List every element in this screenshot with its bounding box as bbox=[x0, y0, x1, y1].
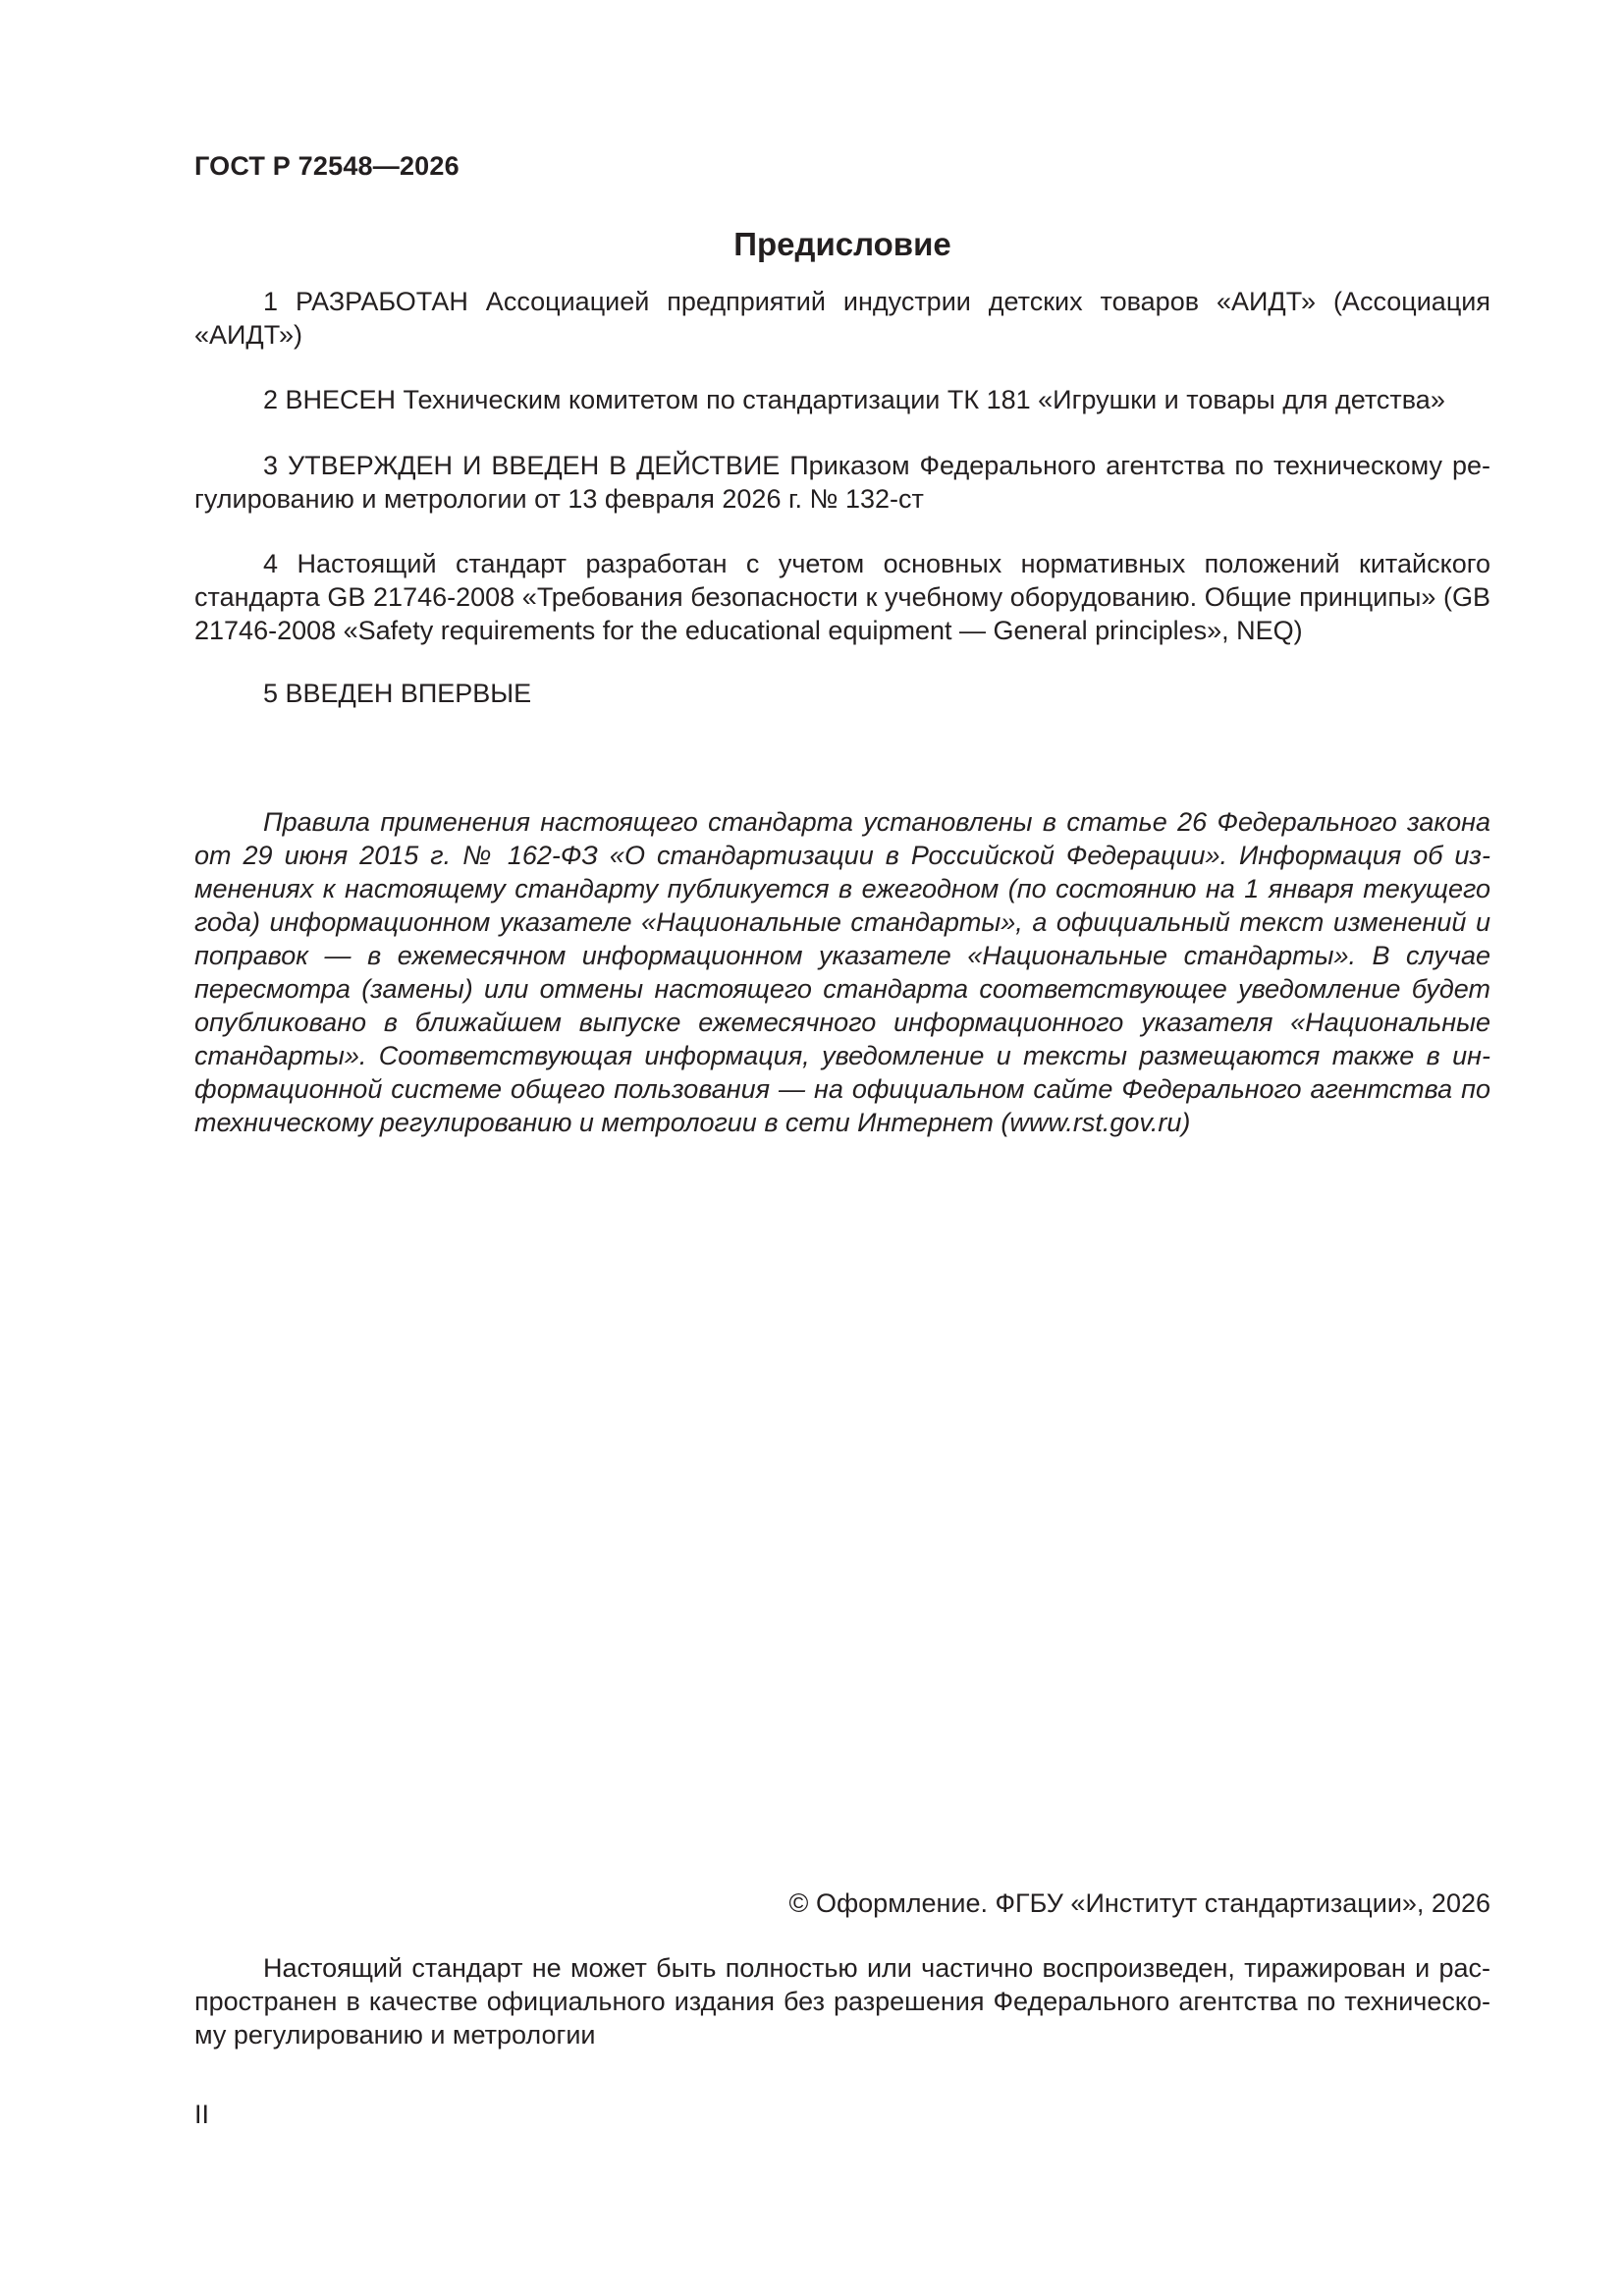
preface-item-5: 5 ВВЕДЕН ВПЕРВЫЕ bbox=[263, 679, 532, 708]
reproduction-notice: Настоящий стандарт не может быть полностью или частично воспроизведен, тиражирован и распространен в качестве официального издания без разрешения Федерального агентства по техническому регулированию и метрологии bbox=[194, 1953, 1490, 2050]
page-title: Предисловие bbox=[733, 226, 951, 262]
page-number: II bbox=[194, 2100, 210, 2129]
preface-item-2: 2 ВНЕСЕН Техническим комитетом по стандартизации ТК 181 «Игрушки и товары для детства» bbox=[263, 385, 1445, 414]
preface-item-4: 4 Настоящий стандарт разработан с учетом основных нормативных положений китайского стандарта GB 21746-2008 «Требования безопасности к учебному оборудованию. Общие принципы» (GB 21746-2008 «Safety requirements for the educational equipment — General principles», NEQ) bbox=[194, 549, 1490, 645]
rules-note: Правила применения настоящего стандарта установлены в статье 26 Федерального закона от 29 июня 2015 г. № 162-ФЗ «О стандартизации в Российской Федерации». Информация об изменениях к настоящему стандарту публикуется в ежегодном (по состоянию на 1 января текущего года) информационном указателе «Национальные стандарты», а официальный текст изменений и поправок — в ежемесячном информационном указателе «Национальные стандарты». В случае пересмотра (замены) или отмены настоящего стандарта соответствующее уведомление будет опубликовано в ближайшем выпуске ежемесячного информационного указателя «Национальные стандарты». Соответствующая информация, уведомление и тексты размещаются также в информационной системе общего пользования — на официальном сайте Федерального агентства по техническому регулированию и метрологии в сети Интернет (www.rst.gov.ru) bbox=[194, 807, 1490, 1137]
preface-item-3: 3 УТВЕРЖДЕН И ВВЕДЕН В ДЕЙСТВИЕ Приказом Федерального агентства по техническому регулированию и метрологии от 13 февраля 2026 г. № 132-ст bbox=[194, 451, 1490, 514]
copyright-notice: © Оформление. ФГБУ «Институт стандартизации», 2026 bbox=[788, 1888, 1490, 1918]
standard-id: ГОСТ Р 72548—2026 bbox=[194, 151, 460, 181]
preface-item-1: 1 РАЗРАБОТАН Ассоциацией предприятий индустрии детских товаров «АИДТ» (Ассоциация «АИДТ») bbox=[194, 287, 1490, 350]
